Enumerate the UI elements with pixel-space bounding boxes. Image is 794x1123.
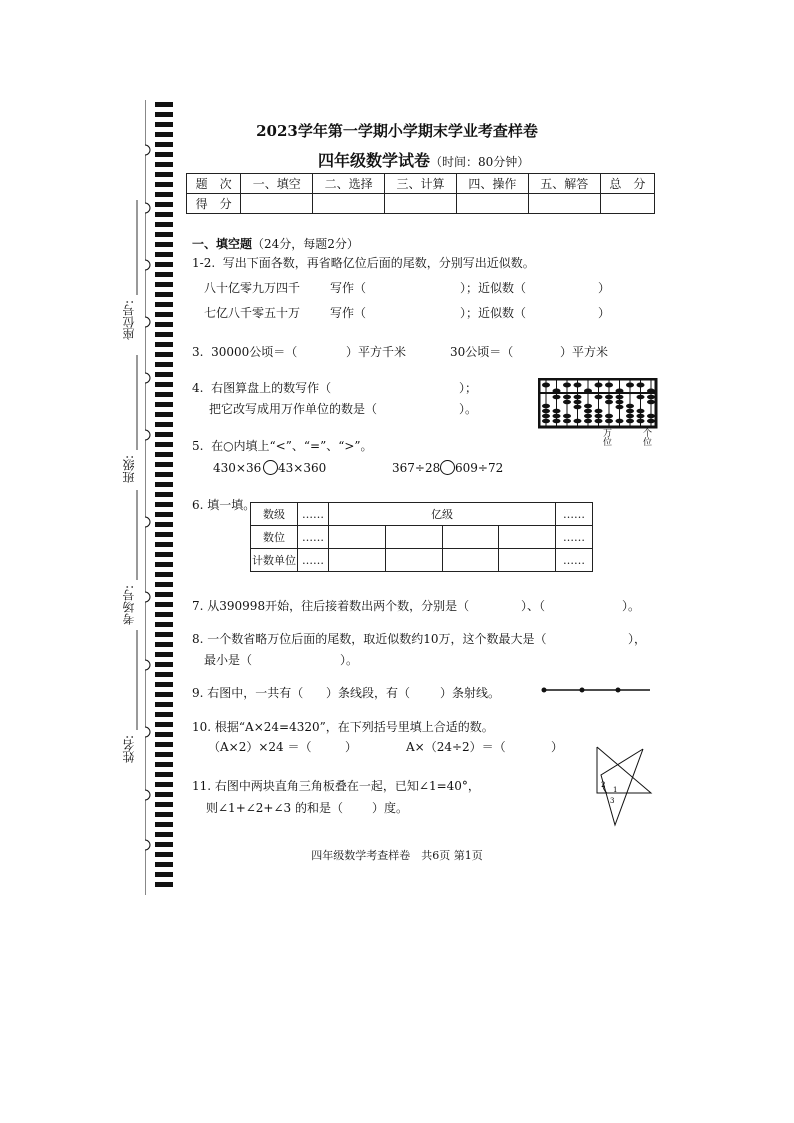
- q3-part-a: 3. 30000公顷＝（: [192, 345, 298, 359]
- binding-hole: [145, 203, 150, 213]
- binding-dash: [155, 232, 173, 237]
- binding-dash: [155, 372, 173, 377]
- section-one-title: 一、填空题（24分，每题2分）: [192, 237, 359, 251]
- binding-dash: [155, 352, 173, 357]
- abacus-bead: [542, 414, 550, 419]
- binding-dash: [155, 712, 173, 717]
- binding-dash: [155, 322, 173, 327]
- angle-2-label: 2: [601, 781, 606, 789]
- binding-dash: [155, 722, 173, 727]
- abacus-bead: [563, 383, 571, 388]
- score-table: [186, 173, 655, 214]
- abacus-bead: [595, 383, 603, 388]
- binding-dash: [155, 212, 173, 217]
- binding-dash: [155, 792, 173, 797]
- binding-strip: [145, 100, 175, 895]
- abacus-bead: [626, 414, 634, 419]
- abacus-bead: [563, 395, 571, 400]
- q11-text-a: 11. 右图中两块直角三角板叠在一起，已知∠1=40°，: [192, 779, 480, 793]
- binding-dash: [155, 672, 173, 677]
- binding-dash: [155, 532, 173, 537]
- binding-hole: [145, 727, 150, 737]
- binding-hole: [145, 260, 150, 270]
- abacus-bead: [616, 400, 624, 405]
- abacus-bead: [605, 414, 613, 419]
- q10-close-a: ）: [345, 740, 358, 754]
- angle-3-label: 3: [610, 797, 615, 805]
- fill-lines: [132, 200, 142, 800]
- binding-dash: [155, 562, 173, 567]
- binding-dash: [155, 442, 173, 447]
- answer-cell[interactable]: [499, 549, 556, 572]
- q4-line1-end: ）；: [459, 381, 478, 395]
- q7-text-a: 7. 从390998开始，往后接着数出两个数，分别是（: [192, 599, 470, 613]
- q1-write: 写作（: [330, 281, 367, 295]
- binding-dash: [155, 872, 173, 877]
- q4-line1: 4. 右图算盘上的数写作（: [192, 381, 332, 395]
- abacus-bead: [542, 404, 550, 409]
- q5-expr-b-right: 609÷72: [455, 461, 504, 475]
- q6-stem: 6. 填一填。: [192, 498, 256, 512]
- q5-expr-b-left: 367÷28: [392, 461, 441, 475]
- line-ray-figure: [540, 685, 652, 695]
- score-header-cell: 二、选择: [313, 174, 385, 194]
- yi-level-cell: 亿级: [329, 503, 556, 526]
- binding-dash: [155, 302, 173, 307]
- binding-hole: [145, 317, 150, 327]
- binding-hole: [145, 790, 150, 800]
- binding-dash: [155, 652, 173, 657]
- abacus-bead: [595, 414, 603, 419]
- binding-dash: [155, 192, 173, 197]
- row-label-level: 数级: [251, 503, 298, 526]
- binding-dash: [155, 292, 173, 297]
- abacus-wan-label: 万 位: [603, 429, 613, 448]
- q2-approx: ）；近似数（: [460, 306, 527, 320]
- q2-number: 七亿八千零五十万: [204, 306, 301, 320]
- abacus-bead: [563, 414, 571, 419]
- class-label: 班级:: [122, 455, 136, 484]
- binding-dash: [155, 252, 173, 257]
- abacus-bead: [616, 405, 624, 410]
- ellipsis-cell: ……: [556, 526, 593, 549]
- ellipsis-cell: ……: [298, 549, 329, 572]
- abacus-bead: [647, 389, 655, 394]
- binding-dash: [155, 462, 173, 467]
- q7-text-c: ）。: [622, 599, 641, 613]
- q10-expr-a: （A×2）×24 ＝（: [208, 740, 312, 754]
- ellipsis-cell: ……: [298, 503, 329, 526]
- binding-dash: [155, 412, 173, 417]
- binding-dash: [155, 342, 173, 347]
- answer-cell[interactable]: [442, 526, 499, 549]
- binding-dash: [155, 332, 173, 337]
- binding-dash: [155, 102, 173, 107]
- abacus-bead: [553, 414, 561, 419]
- q5-circle-a[interactable]: [263, 460, 278, 475]
- abacus-bead: [605, 400, 613, 405]
- triangles-figure: [593, 745, 655, 827]
- binding-dash: [155, 502, 173, 507]
- binding-dash: [155, 602, 173, 607]
- q11-text-b: 则∠1+∠2+∠3 的和是（: [206, 801, 343, 815]
- abacus-bead: [647, 395, 655, 400]
- abacus-bead: [584, 409, 592, 414]
- score-input-cell[interactable]: [528, 194, 600, 214]
- page-footer: 四年级数学考查样卷 共6页 第1页: [311, 849, 483, 862]
- name-label: 姓名:: [122, 735, 136, 764]
- binding-dash: [155, 772, 173, 777]
- q4-line2-end: ）。: [459, 402, 478, 416]
- q10-close-b: ）: [551, 740, 564, 754]
- binding-hole: [145, 592, 150, 602]
- binding-dash: [155, 162, 173, 167]
- row-label-unit: 计数单位: [251, 549, 298, 572]
- abacus-bead: [616, 389, 624, 394]
- score-row-label: 得 分: [187, 194, 241, 214]
- q3-part-d: ）平方米: [560, 345, 609, 359]
- binding-dash: [155, 182, 173, 187]
- binding-dash: [155, 642, 173, 647]
- binding-dash: [155, 112, 173, 117]
- binding-dash: [155, 592, 173, 597]
- q8-text-d: ）。: [340, 653, 359, 667]
- abacus-bead: [574, 383, 582, 388]
- binding-dash: [155, 222, 173, 227]
- binding-dash: [155, 432, 173, 437]
- abacus-bead: [626, 419, 634, 424]
- abacus-bead: [542, 409, 550, 414]
- q1-close: ）: [598, 281, 611, 295]
- q10-expr-b: A×（24÷2）＝（: [406, 740, 506, 754]
- abacus-bead: [637, 414, 645, 419]
- q5-expr-a-right: 43×360: [278, 461, 327, 475]
- abacus-bead: [553, 409, 561, 414]
- score-header-cell: 一、填空: [241, 174, 313, 194]
- q4-line2: 把它改写成用万作单位的数是（: [209, 402, 378, 416]
- q10-stem: 10. 根据“A×24=4320”，在下列括号里填上合适的数。: [192, 720, 494, 734]
- seat-label: 座位号:: [122, 300, 136, 341]
- q8-text-a: 8. 一个数省略万位后面的尾数，取近似数约10万，这个数最大是（: [192, 632, 547, 646]
- ellipsis-cell: ……: [556, 549, 593, 572]
- q3-part-c: 30公顷＝（: [450, 345, 514, 359]
- abacus-bead: [616, 419, 624, 424]
- abacus-bead: [563, 400, 571, 405]
- answer-cell[interactable]: [442, 549, 499, 572]
- binding-dash: [155, 152, 173, 157]
- binding-dash: [155, 702, 173, 707]
- abacus-bead: [574, 395, 582, 400]
- binding-dash: [155, 632, 173, 637]
- binding-dash: [155, 692, 173, 697]
- answer-cell[interactable]: [499, 526, 556, 549]
- abacus-bead: [542, 419, 550, 424]
- q1-stem: 1-2. 写出下面各数，再省略亿位后面的尾数，分别写出近似数。: [192, 256, 535, 270]
- score-header-cell: 五、解答: [528, 174, 600, 194]
- score-header-cell: 四、操作: [456, 174, 528, 194]
- abacus-bead: [584, 414, 592, 419]
- answer-cell[interactable]: [385, 549, 442, 572]
- ellipsis-cell: ……: [556, 503, 593, 526]
- q5-circle-b[interactable]: [440, 460, 455, 475]
- binding-hole: [145, 145, 150, 155]
- q1-approx: ）；近似数（: [460, 281, 527, 295]
- exam-room-label: 考场号:: [122, 585, 136, 626]
- abacus-bead: [647, 419, 655, 424]
- binding-dash: [155, 742, 173, 747]
- binding-dash: [155, 492, 173, 497]
- abacus-bead: [542, 383, 550, 388]
- score-header-cell: 三、计算: [385, 174, 457, 194]
- q8-text-b: ），: [628, 632, 647, 646]
- q9-text-c: ）条射线。: [440, 686, 501, 700]
- binding-dash: [155, 812, 173, 817]
- exam-title: 2023学年第一学期小学期末学业考查样卷: [256, 122, 538, 140]
- binding-dash: [155, 262, 173, 267]
- score-input-cell[interactable]: [600, 194, 654, 214]
- q9-text-b: ）条线段，有（: [326, 686, 411, 700]
- binding-hole: [145, 373, 150, 383]
- abacus-bead: [595, 409, 603, 414]
- abacus-bead: [637, 419, 645, 424]
- binding-dash: [155, 202, 173, 207]
- q8-text-c: 最小是（: [204, 653, 253, 667]
- q2-write: 写作（: [330, 306, 367, 320]
- abacus-bead: [637, 409, 645, 414]
- binding-dash: [155, 752, 173, 757]
- abacus-bead: [574, 400, 582, 405]
- abacus-ge-label: 个 位: [643, 429, 653, 448]
- binding-dash: [155, 622, 173, 627]
- binding-dash: [155, 782, 173, 787]
- binding-dash: [155, 472, 173, 477]
- row-label-digit: 数位: [251, 526, 298, 549]
- binding-dash: [155, 732, 173, 737]
- abacus-bead: [605, 419, 613, 424]
- binding-dash: [155, 282, 173, 287]
- abacus-bead: [584, 389, 592, 394]
- abacus-bead: [637, 395, 645, 400]
- score-input-cell[interactable]: [385, 194, 457, 214]
- abacus-bead: [616, 395, 624, 400]
- binding-dash: [155, 572, 173, 577]
- binding-dash: [155, 682, 173, 687]
- binding-dash: [155, 512, 173, 517]
- abacus-bead: [605, 383, 613, 388]
- binding-hole: [145, 430, 150, 440]
- binding-dash: [155, 882, 173, 887]
- binding-dash: [155, 172, 173, 177]
- abacus-figure: [538, 378, 658, 430]
- q3-part-b: ）平方千米: [346, 345, 407, 359]
- score-header-cell: 题 次: [187, 174, 241, 194]
- abacus-bead: [553, 419, 561, 424]
- q7-text-b: ）、（: [521, 599, 546, 613]
- binding-dash: [155, 482, 173, 487]
- q5-stem: 5. 在○内填上“<”、“=”、“>”。: [192, 439, 373, 453]
- abacus-bead: [637, 383, 645, 388]
- binding-dash: [155, 542, 173, 547]
- place-value-table: [250, 502, 593, 572]
- binding-dash: [155, 242, 173, 247]
- binding-dash: [155, 452, 173, 457]
- abacus-bead: [574, 405, 582, 410]
- binding-dash: [155, 832, 173, 837]
- answer-cell[interactable]: [329, 549, 386, 572]
- abacus-bead: [595, 395, 603, 400]
- abacus-bead: [647, 400, 655, 405]
- score-input-cell[interactable]: [313, 194, 385, 214]
- binding-dash: [155, 802, 173, 807]
- abacus-bead: [563, 419, 571, 424]
- abacus-bead: [553, 395, 561, 400]
- binding-dash: [155, 612, 173, 617]
- abacus-bead: [595, 419, 603, 424]
- abacus-bead: [647, 414, 655, 419]
- binding-dash: [155, 362, 173, 367]
- binding-dash: [155, 522, 173, 527]
- binding-dash: [155, 552, 173, 557]
- q11-text-c: ）度。: [372, 801, 409, 815]
- abacus-bead: [626, 409, 634, 414]
- abacus-bead: [605, 395, 613, 400]
- answer-cell[interactable]: [385, 526, 442, 549]
- ellipsis-cell: ……: [298, 526, 329, 549]
- abacus-bead: [584, 419, 592, 424]
- q2-close: ）: [598, 306, 611, 320]
- binding-dash: [155, 392, 173, 397]
- binding-dash: [155, 142, 173, 147]
- q5-expr-a-left: 430×36: [213, 461, 262, 475]
- q9-text-a: 9. 右图中，一共有（: [192, 686, 304, 700]
- score-input-cell[interactable]: [456, 194, 528, 214]
- score-header-cell: 总 分: [600, 174, 654, 194]
- binding-dash: [155, 582, 173, 587]
- angle-1-label: 1: [613, 786, 618, 794]
- abacus-bead: [584, 404, 592, 409]
- q1-number: 八十亿零九万四千: [204, 281, 301, 295]
- answer-cell[interactable]: [329, 526, 386, 549]
- abacus-bead: [626, 404, 634, 409]
- binding-dash: [155, 822, 173, 827]
- binding-hole: [145, 517, 150, 527]
- binding-hole: [145, 660, 150, 670]
- binding-dash: [155, 312, 173, 317]
- binding-dash: [155, 402, 173, 407]
- exam-time: （时间：80分钟）: [430, 155, 530, 169]
- binding-dash: [155, 422, 173, 427]
- abacus-bead: [574, 419, 582, 424]
- binding-dash: [155, 662, 173, 667]
- abacus-bead: [626, 383, 634, 388]
- score-input-cell[interactable]: [241, 194, 313, 214]
- abacus-bead: [553, 389, 561, 394]
- binding-dash: [155, 382, 173, 387]
- binding-dash: [155, 762, 173, 767]
- binding-dash: [155, 272, 173, 277]
- exam-subtitle: 四年级数学试卷（时间：80分钟）: [318, 151, 530, 170]
